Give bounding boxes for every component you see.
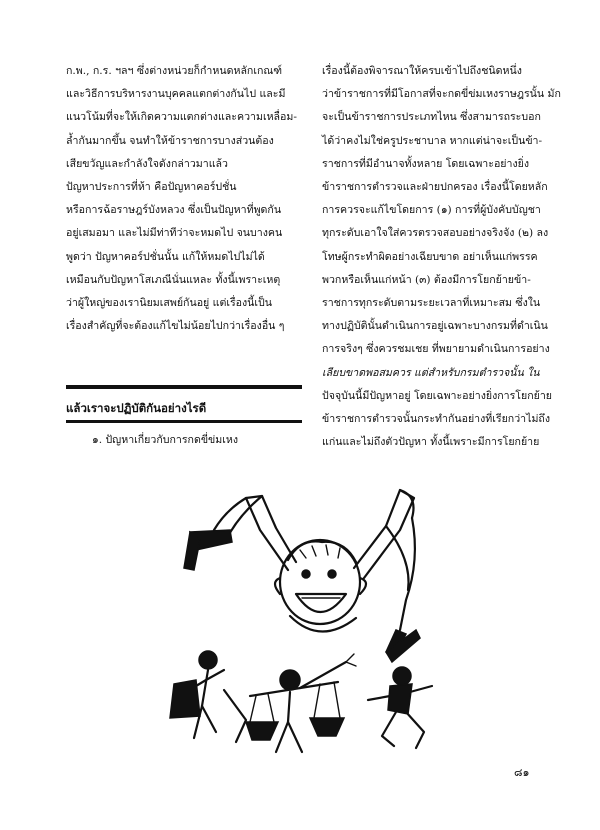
page-number: ๘๑ (514, 766, 530, 779)
text-line: แนวโน้มที่จะให้เกิดความแตกต่างและความเหลื่อม- (66, 111, 297, 124)
text-line: เรื่องสำคัญที่จะต้องแก้ไขไม่น้อยไปกว่าเรื่องอื่น ๆ (66, 320, 285, 333)
text-line: ก.พ., ก.ร. ฯลฯ ซึ่งต่างหน่วยก็กำหนดหลักเกณฑ์ (66, 65, 283, 77)
text-line: เรื่องนี้ต้องพิจารณาให้ครบเข้าไปถึงชนิดหนึ่ง (322, 65, 522, 77)
text-line: ว่าข้าราชการที่มีโอกาสที่จะกดขี่ข่มเหงราษฎรนั้น มัก (322, 88, 561, 101)
text-line: ราชการทุกระดับตามระยะเวลาที่เหมาะสม ซึ่งใน (322, 297, 541, 310)
section-rule-bottom (66, 420, 302, 423)
text-line: ข้าราชการตำรวจนั้นกระทำกันอย่างที่เรียกว่าไม่ถึง (322, 413, 551, 426)
section-subheading: ๑. ปัญหาเกี่ยวกับการกดขี่ข่มเหง (92, 434, 239, 446)
text-line: ทุกระดับเอาใจใส่ควรตรวจสอบอย่างจริงจัง (๒) ลง (322, 227, 549, 240)
text-line: แก่นและไม่ถึงตัวปัญหา ทั้งนี้เพราะมีการโยกย้าย (322, 436, 540, 449)
text-line: การจริงๆ ซึ่งควรชมเชย ที่พยายามดำเนินการอย่าง (322, 343, 550, 356)
text-line: ทางปฏิบัตินั้นดำเนินการอยู่เฉพาะบางกรมที่ดำเนิน (322, 320, 548, 333)
right-column-text (322, 60, 568, 454)
text-line: ล้ำกันมากขึ้น จนทำให้ข้าราชการบางส่วนต้อง (66, 134, 274, 147)
text-line: อยู่เสมอมา และไม่มีท่าทีว่าจะหมดไป จนบางคน (66, 227, 283, 240)
text-line: เสียขวัญและกำลังใจดังกล่าวมาแล้ว (66, 157, 228, 170)
text-line: ข้าราชการตำรวจและฝ่ายปกครอง เรื่องนี้โดยหลัก (322, 181, 548, 194)
cartoon-illustration (150, 470, 550, 770)
text-line: เลียบขาดพอสมควร แต่สำหรับกรมตำรวจนั้น ใน (322, 366, 540, 379)
text-line: เหมือนกับปัญหาโสเภณีนั่นแหละ ทั้งนี้เพราะเหตุ (66, 273, 281, 286)
text-line: จะเป็นข้าราชการประเภทไหน ซึ่งสามารถระบอก (322, 111, 541, 124)
text-line: พวกหรือเห็นแก่หน้า (๓) ต้องมีการโยกย้ายข้า- (322, 273, 531, 286)
small-figures-group (170, 651, 432, 752)
text-line: ได้ว่าคงไม่ใช่ครูประชาบาล หากแต่น่าจะเป็นข้า- (322, 134, 543, 147)
text-line: และวิธีการบริหารงานบุคคลแตกต่างกันไป และมี (66, 88, 286, 101)
text-line: ปัจจุบันนี้มีปัญหาอยู่ โดยเฉพาะอย่างยิ่งการโยกย้าย (322, 389, 552, 402)
text-line: หรือการฉ้อราษฎร์บังหลวง ซึ่งเป็นปัญหาที่พูดกัน (66, 204, 282, 217)
left-column-text (66, 60, 302, 338)
text-line: ปัญหาประการที่ห้า คือปัญหาคอร์ปชั่น (66, 181, 237, 194)
text-line: โทษผู้กระทำผิดอย่างเฉียบขาด อย่าเห็นแก่พรรค (322, 250, 538, 263)
text-line: พูดว่า ปัญหาคอร์ปชั่นนั้น แก้ให้หมดไปไม่ได้ (66, 250, 265, 263)
section-rule-top (66, 385, 302, 389)
text-line: ราชการที่มีอำนาจทั้งหลาย โดยเฉพาะอย่างยิ่ง (322, 157, 530, 170)
section-heading: แล้วเราจะปฏิบัติกันอย่างไรดี (66, 401, 207, 415)
text-line: ว่าผู้ใหญ่ของเรานิยมเสพย์กันอยู่ แต่เรื่องนี้เป็น (66, 297, 273, 310)
giant-official-figure (184, 490, 420, 662)
text-line: การควรจะแก้ไขโดยการ (๑) การที่ผู้บังคับบัญชา (322, 204, 541, 217)
